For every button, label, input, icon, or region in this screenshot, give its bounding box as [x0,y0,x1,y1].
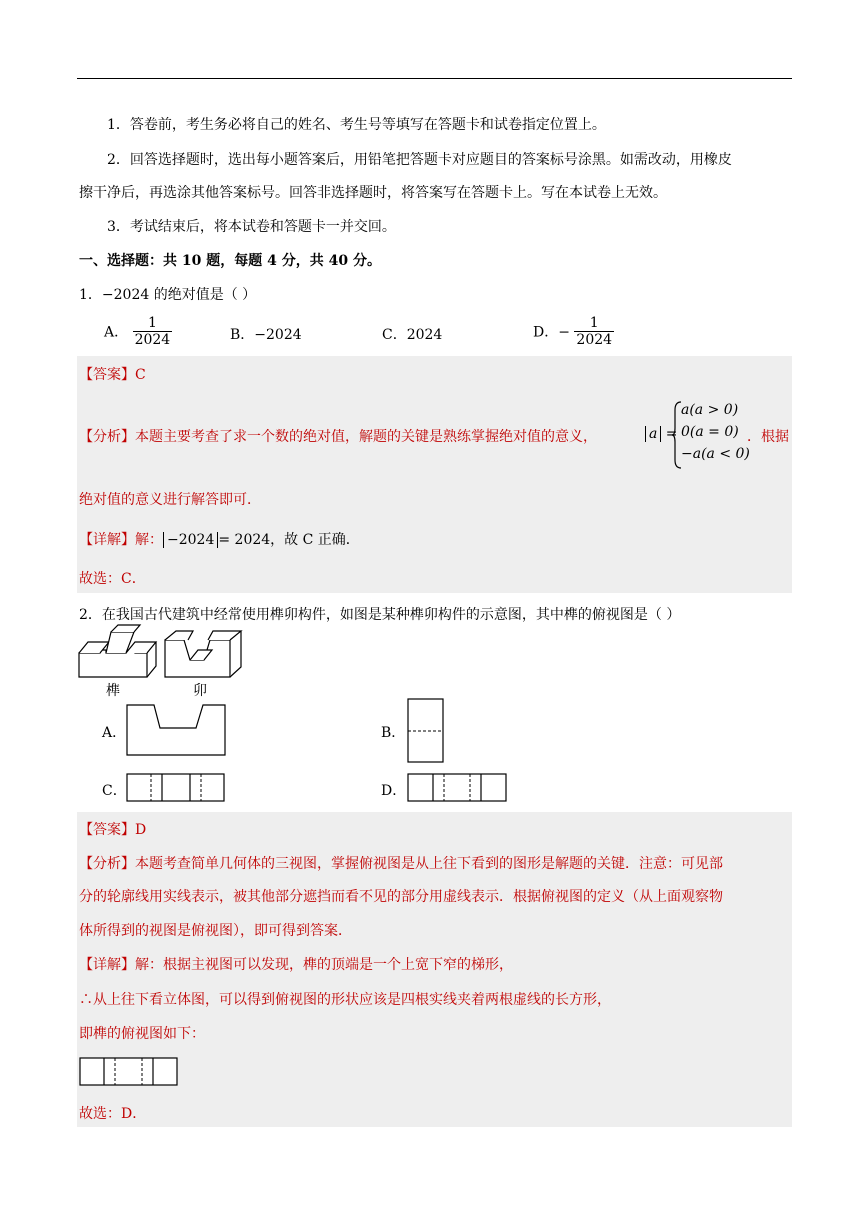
q2-detail-line-2: ∴从上往下看立体图，可以得到俯视图的形状应该是四根实线夹着两根虚线的长方形， [79,992,611,1008]
answer-value: C [135,367,146,383]
answer-value: D [135,822,147,838]
instruction-3: 3．考试结束后，将本试卷和答题卡一并交回。 [107,219,396,235]
q1-answer [79,364,146,384]
q2-analysis-line-1 [79,853,723,873]
analysis-tag: 【分析】 [79,856,135,872]
q2-option-b-label[interactable]: B． [381,725,406,741]
analysis-text: 本题主要考查了求一个数的绝对值，解题的关键是熟练掌握绝对值的意义， [135,429,597,445]
tenon-3d-figure [78,630,160,680]
q2-option-a-figure[interactable] [126,704,226,756]
q1-detail [79,529,360,549]
q1-abs-expression: a = [645,426,678,442]
case-positive: a(a > 0) [681,402,739,418]
q1-option-a-label: A． [104,324,129,341]
q1-option-b[interactable]: B．−2024 [230,327,302,343]
q2-option-c-label[interactable]: C． [102,783,127,799]
label-mortise: 卯 [193,683,207,699]
q2-analysis-line-2: 分的轮廓线用实线表示，被其他部分遮挡而看不见的部分用虚线表示．根据俯视图的定义（从上面观察物 [79,889,723,905]
q1-analysis-line2: 绝对值的意义进行解答即可． [79,492,261,508]
q2-solution-figure [79,1057,179,1087]
mortise-3d-figure [164,630,246,680]
q2-option-c-figure[interactable] [126,773,226,803]
detail-text: 解： [135,532,163,548]
q1-conclusion: 故选：C． [79,571,146,587]
q1-option-d[interactable] [533,315,614,348]
detail-result: = 2024，故 C 正确． [218,532,360,548]
q2-option-d-label[interactable]: D． [381,783,407,799]
q1-option-d-fraction [574,315,614,348]
q2-detail-line-3: 即榫的俯视图如下： [79,1026,205,1042]
answer-tag: 【答案】 [79,367,135,383]
q1-analysis [79,426,597,446]
fraction-numerator: 1 [574,315,614,332]
fraction-denominator: 2024 [134,332,171,348]
instruction-2: 2．回答选择题时，选出每小题答案后，用铅笔把答题卡对应题目的答案标号涂黑。如需改动，用橡皮 [107,152,732,168]
q1-option-d-label: D．− [533,324,570,341]
q1-option-a-fraction [133,315,173,348]
answer-tag: 【答案】 [79,822,135,838]
detail-text: 解：根据主视图可以发现，榫的顶端是一个上宽下窄的梯形， [135,957,513,973]
abs-variable: a [645,426,661,442]
instruction-2-cont: 擦干净后，再选涂其他答案标号。回答非选择题时，将答案写在答题卡上。写在本试卷上无效。 [79,185,667,201]
analysis-tag: 【分析】 [79,429,135,445]
section-title: 一、选择题：共 10 题，每题 4 分，共 40 分。 [79,253,381,269]
q2-answer [79,819,146,839]
analysis-text: 本题考查简单几何体的三视图，掌握俯视图是从上往下看到的图形是解题的关键．注意：可见部 [135,856,723,872]
q1-solution-panel [77,356,792,593]
q2-detail-line-1 [79,954,513,974]
q1-option-a[interactable] [104,315,172,348]
q2-option-b-figure[interactable] [407,698,445,764]
case-zero: 0(a = 0) [681,424,739,440]
q2-option-a-label[interactable]: A． [102,725,127,741]
fraction-denominator: 2024 [576,332,613,348]
q1-option-c[interactable]: C．2024 [382,327,443,343]
header-rule [77,78,792,79]
q2-option-d-figure[interactable] [407,773,507,803]
q2-analysis-line-3: 体所得到的视图是俯视图），即可得到答案． [79,923,352,939]
q1-analysis-after: ．根据 [747,429,789,445]
instruction-1: 1．答卷前，考生务必将自己的姓名、考生号等填写在答题卡和试卷指定位置上。 [107,117,606,133]
detail-abs-expression: −2024 [163,532,218,548]
case-negative: −a(a < 0) [681,446,750,462]
q1-stem: 1．−2024 的绝对值是（ ） [79,287,257,303]
detail-tag: 【详解】 [79,957,135,973]
q1-cases [681,399,750,465]
q2-conclusion: 故选：D． [79,1106,147,1122]
fraction-numerator: 1 [133,315,173,332]
q2-stem: 2．在我国古代建筑中经常使用榫卯构件，如图是某种榫卯构件的示意图，其中榫的俯视图是（ ） [79,607,681,623]
detail-tag: 【详解】 [79,532,135,548]
label-tenon: 榫 [106,683,120,699]
